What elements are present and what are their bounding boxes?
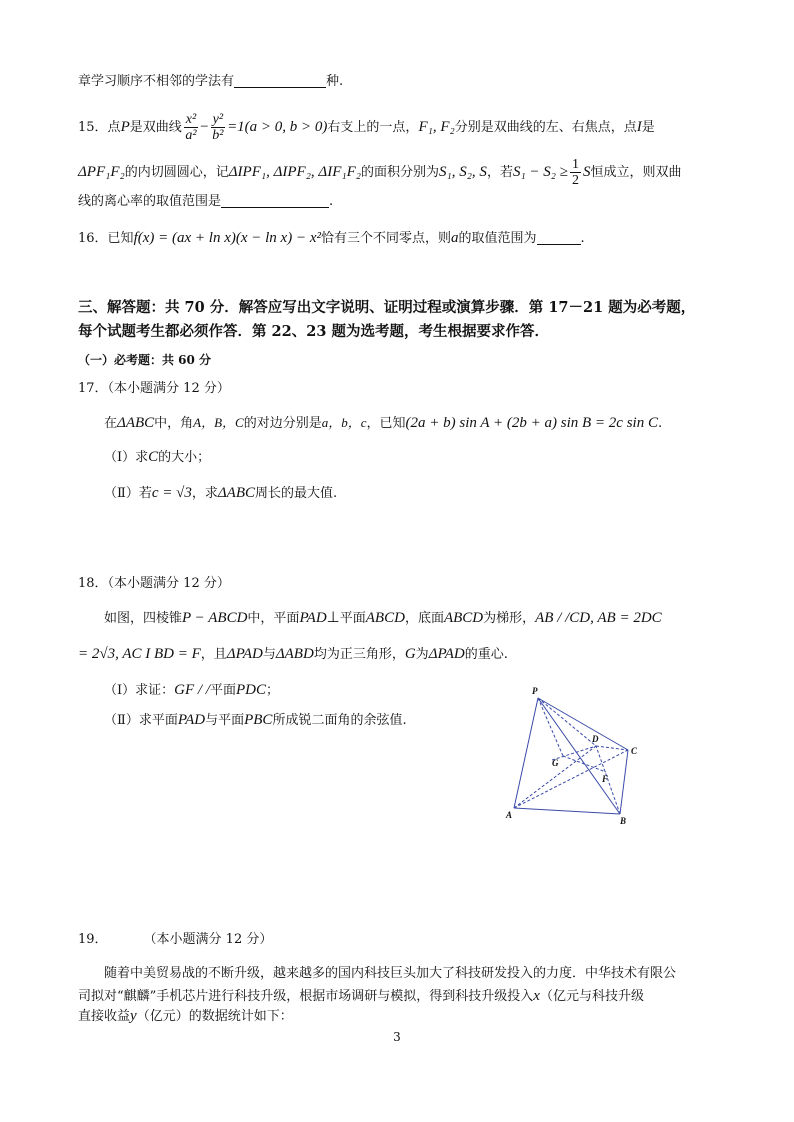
text: （Ⅱ）若: [104, 486, 152, 501]
math: ΔPAD: [226, 646, 263, 662]
math: S: [583, 164, 591, 180]
text: 为梯形，: [483, 611, 536, 626]
math: = 2√3, AC I BD = F: [78, 646, 201, 662]
q15-line1: [78, 110, 655, 145]
math: a: [450, 230, 459, 246]
edge-AD: [514, 746, 596, 808]
math: (2a + b) sin A + (2b + a) sin B = 2c sin C: [405, 415, 658, 431]
text: ；: [266, 683, 280, 698]
edge-AB: [514, 808, 620, 814]
text: 的对边分别是: [243, 416, 322, 431]
text: （Ⅱ）求平面: [104, 713, 178, 728]
math: ABCD: [443, 610, 484, 626]
math: P − ABCD: [182, 610, 248, 626]
math: I: [636, 119, 642, 135]
label-F: F: [602, 774, 609, 784]
math: PAD: [299, 610, 327, 626]
math: ΔABC: [117, 415, 155, 431]
math: ABCD: [365, 610, 405, 626]
text: ，且: [200, 647, 227, 662]
text: 恰有三个不同零点，则: [320, 231, 451, 246]
edge-DC: [596, 746, 628, 750]
math: x: [533, 988, 540, 1004]
math: a，b，c: [321, 415, 367, 430]
text: 所成锐二面角的余弦值.: [272, 713, 407, 728]
question-number: 15．: [78, 120, 108, 135]
text: .: [580, 231, 585, 246]
label-B: B: [620, 816, 627, 826]
math: −: [200, 119, 209, 135]
section-heading-line2: 每个试题考生都必须作答．第 22、23 题为选考题，考生根据要求作答．: [78, 323, 549, 340]
math: ΔABD: [275, 646, 314, 662]
text: （Ⅰ）求: [104, 450, 149, 465]
q17-header: 17．（本小题满分 12 分）: [78, 381, 230, 396]
fraction: $\frac{\text{x²}}{\text{a²}}$: [185, 112, 197, 143]
text: 是双曲线: [129, 120, 182, 135]
prev-question-tail: [78, 72, 343, 92]
label-A: A: [506, 810, 513, 820]
q17-stem: [104, 413, 662, 434]
q15-line2: [78, 155, 682, 190]
text: 的内切圆圆心，记: [124, 165, 229, 180]
answer-blank[interactable]: [221, 193, 329, 208]
text: 与: [262, 647, 276, 662]
question-number: 19．: [78, 932, 108, 947]
text: 章学习顺序不相邻的学法有: [78, 74, 235, 89]
text: （本小题满分 12 分）: [143, 932, 273, 947]
fraction: $\frac{\text{y²}}{\text{b²}}$: [212, 112, 224, 143]
diag-AC: [514, 750, 628, 808]
text: 在: [104, 416, 118, 431]
math: ΔIPF₁, ΔIPF₂, ΔIF₁F₂: [228, 164, 361, 180]
math: S₁, S₂, S: [439, 164, 487, 180]
label-P: P: [532, 686, 538, 696]
q19-line2: [78, 986, 644, 1007]
section-heading-line1: 三、解答题：共 70 分．解答应写出文字说明、证明过程或演算步骤．第 17－21 题为必考题，: [78, 299, 696, 316]
math: ΔPF₁F₂: [78, 164, 125, 180]
text: 右支上的一点，: [327, 120, 419, 135]
q15-line3: [78, 192, 333, 212]
text: ，求: [191, 486, 218, 501]
math: F₁, F₂: [418, 119, 455, 135]
label-C: C: [631, 746, 638, 756]
text: 种.: [326, 74, 344, 89]
math: P: [120, 119, 130, 135]
math: =1(a > 0, b > 0): [227, 119, 328, 135]
fraction: $\frac{1}{2}$: [572, 157, 579, 188]
math: S₁ − S₂ ≥: [512, 164, 568, 180]
text: ，已知: [366, 416, 406, 431]
text: 司拟对“麒麟”手机芯片进行科技升级，根据市场调研与模拟，得到科技升级投入: [78, 989, 534, 1004]
math: PAD: [177, 712, 206, 728]
page-number: 3: [393, 1030, 401, 1044]
answer-blank[interactable]: [234, 73, 326, 88]
math: GF / /: [174, 682, 210, 698]
text: 点: [107, 120, 121, 135]
math: G: [404, 646, 416, 662]
text: 平面: [209, 683, 236, 698]
q19-line3: [78, 1006, 293, 1027]
edge-PC: [538, 698, 628, 750]
q17-part2: [104, 483, 337, 504]
text: 恒成立，则双曲: [590, 165, 682, 180]
text: 线的离心率的取值范围是: [78, 194, 222, 209]
text: 为: [415, 647, 429, 662]
label-D: D: [592, 734, 599, 744]
math: f(x) = (ax + ln x)(x − ln x) − x²: [133, 230, 321, 246]
q19-header: [78, 930, 272, 950]
text: （亿元与科技升级: [539, 989, 644, 1004]
text: 已知: [107, 231, 134, 246]
text: ，若: [486, 165, 513, 180]
math: ΔPAD: [428, 646, 465, 662]
math: A，B，C: [193, 415, 244, 430]
q18-stem-line2: [78, 644, 508, 665]
math: y: [130, 1008, 137, 1024]
math: PBC: [244, 712, 273, 728]
math: C: [148, 449, 159, 465]
text: 直接收益: [78, 1009, 131, 1024]
math: ΔABC: [217, 485, 256, 501]
math: PDC: [236, 682, 266, 698]
text: 周长的最大值.: [255, 486, 338, 501]
question-number: 16．: [78, 231, 108, 246]
q19-line1: 随着中美贸易战的不断升级，越来越多的国内科技巨头加大了科技研发投入的力度．中华技术有限公: [104, 966, 677, 981]
text: 的大小；: [158, 450, 211, 465]
text: （亿元）的数据统计如下：: [136, 1009, 293, 1024]
seg-PG: [538, 698, 563, 756]
text: 分别是双曲线的左、右焦点，点: [454, 120, 637, 135]
math: AB / /CD, AB = 2DC: [535, 610, 662, 626]
text: 平面: [339, 611, 366, 626]
q16-line: [78, 228, 585, 249]
q18-part1: [104, 680, 279, 701]
text: 中，角: [154, 416, 194, 431]
text: .: [329, 194, 334, 209]
text: 中，平面: [247, 611, 300, 626]
q18-stem-line1: [104, 608, 662, 629]
subsection-heading: （一）必考题：共 60 分: [78, 353, 212, 367]
label-G: G: [552, 758, 559, 768]
edge-PA: [514, 698, 538, 808]
text: 与平面: [205, 713, 245, 728]
text: 是: [641, 120, 655, 135]
q18-part2: [104, 710, 407, 731]
text: 如图，四棱锥: [104, 611, 183, 626]
math: ⊥: [326, 610, 340, 626]
text: 的重心.: [464, 647, 508, 662]
text: .: [657, 416, 663, 431]
q17-part1: [104, 447, 210, 468]
text: （Ⅰ）求证：: [104, 683, 175, 698]
text: 均为正三角形，: [313, 647, 405, 662]
edge-PB: [538, 698, 620, 814]
q18-header: 18．（本小题满分 12 分）: [78, 576, 230, 591]
text: 的面积分别为: [360, 165, 439, 180]
pyramid-figure: [500, 680, 660, 830]
text: ，底面: [404, 611, 444, 626]
answer-blank[interactable]: [537, 230, 581, 245]
edge-BC: [620, 750, 628, 814]
text: 的取值范围为: [458, 231, 537, 246]
math: c = √3: [151, 485, 192, 501]
